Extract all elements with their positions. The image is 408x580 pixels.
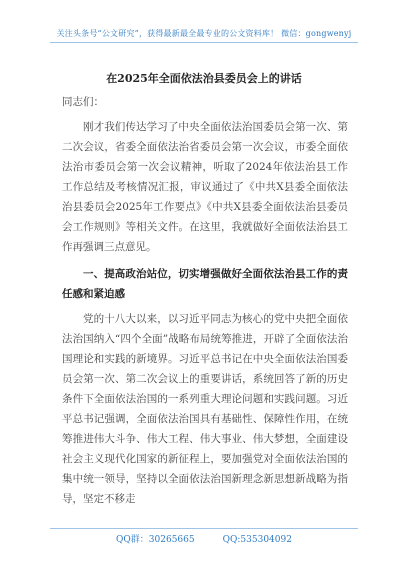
salutation: 同志们：: [62, 96, 104, 108]
document-title: 在2025年全面依法治县委员会上的讲话: [106, 72, 302, 85]
header-divider: [50, 42, 358, 43]
contact-footer: [0, 532, 408, 545]
section-heading-1: 一、提高政治站位，切实增强做好全面依法治县工作的责任感和紧迫感: [62, 268, 348, 300]
paragraph-section-1: 党的十八大以来，以习近平同志为核心的党中央把全面依法治国纳入“四个全面”战略布局统筹推进，开辟了全面依法治国理论和实践的新境界。习近平总书记在中央全面依法治国委员会第一次、第二次会议上的重要讲话，系统回答了新的历史条件下全面依法治国的一系列重大理论问题和实践问题。习近平总书记强调，全面依法治国具有基础性、保障性作用，在统筹推进伟大斗争、伟大工程、伟大事业、伟大梦想，全面建设社会主义现代化国家的新征程上，要加强党对全面依法治国的集中统一领导，坚持以全面依法治国新理念新思想新战略为指导，坚定不移走: [62, 313, 348, 505]
qq-group-text: QQ群：30265665: [116, 535, 195, 545]
footer-divider: [50, 528, 358, 529]
qq-text: QQ:535304092: [222, 535, 292, 545]
paragraph-intro: 刚才我们传达学习了中央全面依法治国委员会第一次、第二次会议，省委全面依法治省委员会第一次会议，市委全面依法治市委员会第一次会议精神，听取了2024年依法治县工作工作总结及考核情况汇报，审议通过了《中共X县委全面依法治县委员会2025年工作要点》《中共X县委全面依法治县委员会工作规则》等相关文件。在这里，我就做好全面依法治县工作再强调三点意见。: [62, 121, 348, 253]
promo-banner: 关注头条号“公文研究”，获得最新最全最专业的公文资料库！ 微信：gongwenyj: [56, 29, 352, 38]
